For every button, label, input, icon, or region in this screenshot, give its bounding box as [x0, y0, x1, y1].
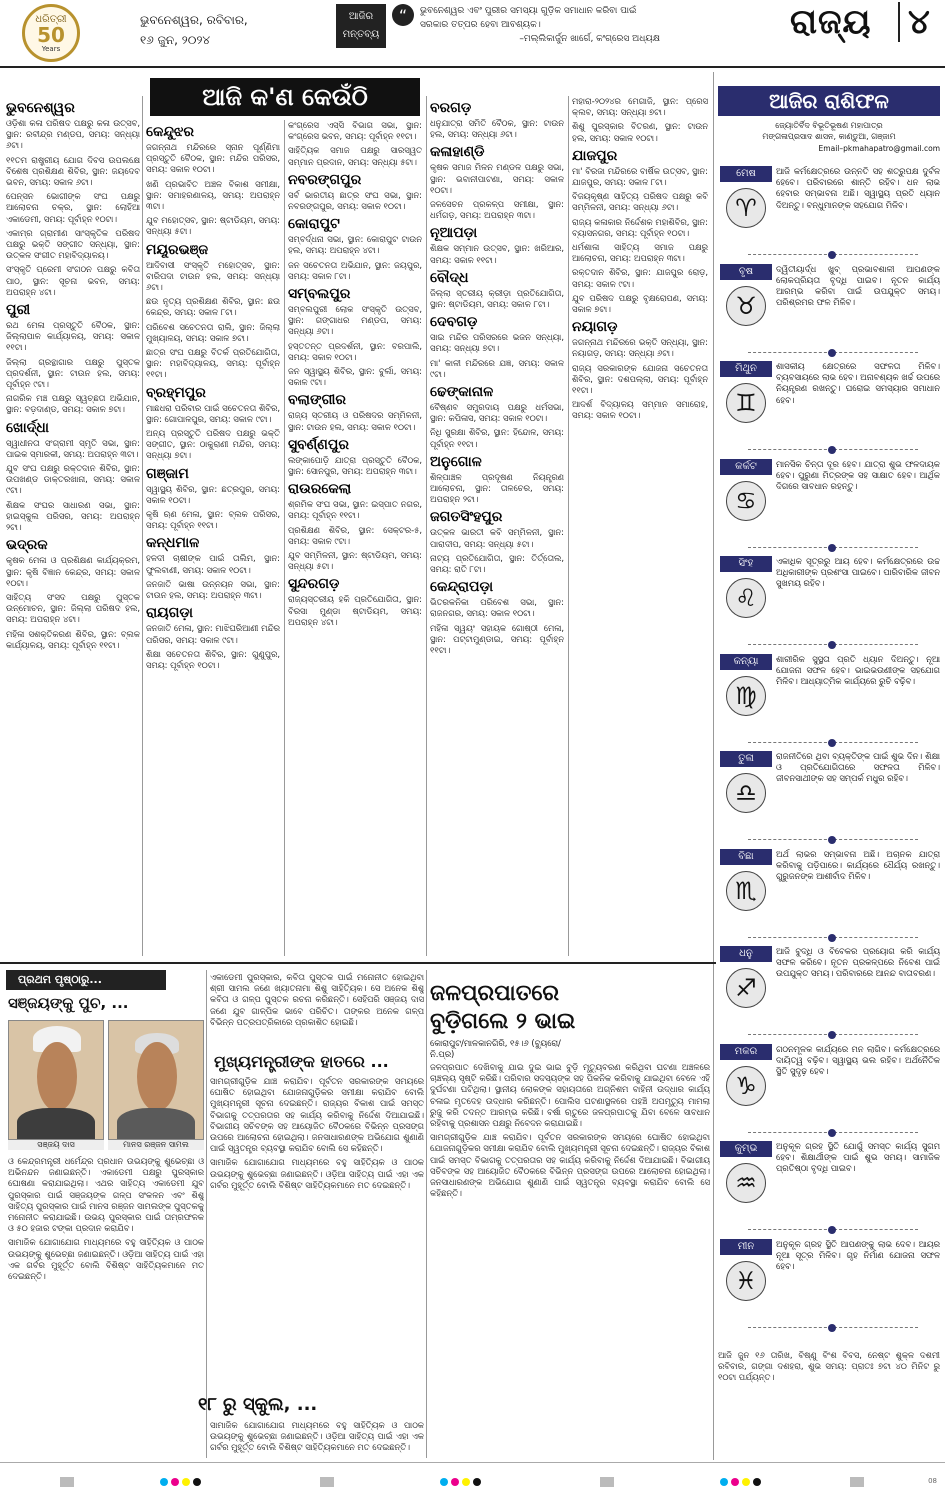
color-registration-mark	[720, 1477, 770, 1487]
quote-author: –ମଲ୍ଲିକାର୍ଜୁନ ଖାର୍ଗେ, କଂଗ୍ରେସ ଅଧ୍ୟକ୍ଷ	[519, 34, 660, 44]
event-item: ଆଦର୍ଶ ବିଦ୍ୟାଳୟ ସମ୍ମାନ ସମାରୋହ, ସମୟ: ସକାଳ ୧୦ଟା।	[572, 399, 708, 421]
zodiac-name: ତୁଳା	[720, 751, 772, 767]
column-divider	[426, 96, 427, 956]
front-body-2: ଏକାଡେମୀ ପୁରସ୍କାର, କବିତା ପୁସ୍ତକ ପାଇଁ ମନୋନୀତ ହୋଇଥିବା ଶ୍ରୀ ସାମଲ ଜଣେ ଖ୍ୟାତନାମା ଶିଶୁ ସାହିତ୍ୟିକ। ସେ ଅନେକ ଶିଶୁ କବିତା ଓ ଗଳ୍ପ ପୁସ୍ତକ ରଚନା କରିଛନ୍ତି। ସେହିପରି ସଞ୍ଜୟ ଦାସ ଜଣେ ଯୁବ ଗାଳ୍ପିକ ଭାବେ ପରିଚିତ। ତାଙ୍କର ଅନେକ ଗଳ୍ପ ବିଭିନ୍ନ ପତ୍ରପତ୍ରିକାରେ ପ୍ରକାଶିତ ହୋଇଛି।	[210, 972, 424, 1027]
event-item: ପରିବେଶ ସଚେତନତା ରାଲି, ସ୍ଥାନ: ଜିଲ୍ଲା ମୁଖ୍ୟାଳୟ, ସମୟ: ସକାଳ ୭ଟା।	[146, 321, 280, 343]
event-item: କୃଷି ଋଣ ମେଳା, ସ୍ଥାନ: ବ୍ଲକ ପରିସର, ସମୟ: ପୂର୍ବାହ୍ନ ୧୧ଟା।	[146, 509, 280, 531]
events-column-3	[288, 120, 422, 956]
zodiac-forecast: ଆଜି କର୍ମକ୍ଷେତ୍ରରେ ଉନ୍ନତି ସହ ଶତ୍ରୁପକ୍ଷ ଦୁର୍ବଳ ହେବେ। ପରିବାରରେ ଶାନ୍ତି ରହିବ। ଧନ ଲାଭ ହେବାର ସମ୍ଭାବନା ଅଛି। ସ୍ୱାସ୍ଥ୍ୟ ପ୍ରତି ଧ୍ୟାନ ଦିଅନ୍ତୁ। ବନ୍ଧୁମାନଙ୍କ ସହଯୋଗ ମିଳିବ।	[776, 166, 940, 210]
event-item: ଜିଲ୍ଲା ସ୍ତରୀୟ କ୍ରୀଡ଼ା ପ୍ରତିଯୋଗିତା, ସ୍ଥାନ: ଷ୍ଟାଡିୟମ, ସମୟ: ସକାଳ ୮ଟା।	[430, 287, 564, 310]
zodiac-name: ସିଂହ	[720, 556, 772, 572]
color-registration-mark	[160, 1477, 210, 1487]
city-heading: ଢେଙ୍କାନାଳ	[430, 384, 494, 401]
column-divider	[568, 96, 569, 956]
zodiac-name: ବୃଷ	[720, 264, 772, 280]
today-events-banner: ଆଜି କ'ଣ କେଉଁଠି	[150, 78, 420, 116]
color-registration-mark	[440, 1477, 490, 1487]
event-item: ଯୁବ ସମ୍ମିଳନୀ, ସ୍ଥାନ: ଷ୍ଟାଡିୟମ, ସମୟ: ସନ୍ଧ୍ୟା ୫ଟା।	[288, 550, 422, 572]
zodiac-name: ଧନୁ	[720, 946, 772, 962]
quote-tag-line2: ମନ୍ତବ୍ୟ	[342, 29, 380, 40]
event-item: ପ୍ରଶିକ୍ଷଣ ଶିବିର, ସ୍ଥାନ: ସେକ୍ଟର-୫, ସମୟ: ସକାଳ ୯ଟା।	[288, 524, 422, 546]
front-body-3: ସାମାଜିକ ଯୋଗାଯୋଗ ମାଧ୍ୟମରେ ବହୁ ସାହିତ୍ୟିକ ଓ ପାଠକ ଉଭୟଙ୍କୁ ଶୁଭେଚ୍ଛା ଜଣାଇଛନ୍ତି। ଓଡ଼ିଆ ସାହିତ୍ୟ ପାଇଁ ଏହା ଏକ ଗର୍ବର ମୁହୂର୍ତ୍ତ ବୋଲି ବିଶିଷ୍ଟ ସାହିତ୍ୟିକମାନେ ମତ ଦେଇଛନ୍ତି।	[8, 1237, 204, 1282]
event-item: ମା' କାଳୀ ମନ୍ଦିରରେ ଯଜ୍ଞ, ସମୟ: ସକାଳ ୯ଟା।	[430, 357, 564, 379]
zodiac-forecast: ଆଜି ବୁଦ୍ଧି ଓ ବିବେକର ପ୍ରୟୋଗ କରି କାର୍ଯ୍ୟ ସଫଳ କରିବେ। ନୂତନ ପ୍ରକଳ୍ପରେ ନିବେଶ ପାଇଁ ଉପଯୁକ୍ତ ସମୟ। ପରିବାରରେ ଆନନ୍ଦ ବାତାବରଣ।	[776, 946, 940, 979]
event-item: ଲଙ୍କାପୋଡ଼ି ଯାତ୍ରା ପ୍ରସ୍ତୁତି ବୈଠକ, ସ୍ଥାନ: ସୋନପୁର, ସମୟ: ଅପରାହ୍ନ ୩ଟା।	[288, 454, 422, 477]
events-column-4	[430, 96, 564, 956]
event-item: ଶିକ୍ଷକ ସମ୍ମାନ ଉତ୍ସବ, ସ୍ଥାନ: ଖରିଆର, ସମୟ: ସକାଳ ୧୧ଟା।	[430, 243, 564, 265]
zodiac-divider	[748, 644, 918, 645]
event-item: ଧର୍ମଶାଳା ସାହିତ୍ୟ ସମାଜ ପକ୍ଷରୁ ଆଲୋଚନା, ସମୟ: ଅପରାହ୍ନ ୩ଟା।	[572, 242, 708, 264]
zodiac-forecast: ଶାରୀରିକ ସୁସ୍ଥତା ପ୍ରତି ଧ୍ୟାନ ଦିଅନ୍ତୁ। ନୂଆ ଯୋଜନା ସଫଳ ହେବ। ଭାଇଭଉଣୀଙ୍କ ସହଯୋଗ ମିଳିବ। ଆଧ୍ୟାତ୍ମିକ କାର୍ଯ୍ୟରେ ରୁଚି ବଢ଼ିବ।	[776, 653, 940, 686]
event-item: ସାହିତ୍ୟିକ ସମାଜ ପକ୍ଷରୁ ସାରସ୍ୱତ ସମ୍ମାନ ପ୍ରଦାନ, ସମୟ: ସନ୍ଧ୍ୟା ୫ଟା।	[288, 145, 422, 167]
event-item: ଜନଜାତି ଭାଷା ଉନ୍ନୟନ ସଭା, ସ୍ଥାନ: ଟାଉନ ହଲ, ସମୟ: ଅପରାହ୍ନ ୩ଟା।	[146, 578, 280, 601]
column-divider	[713, 72, 714, 1460]
zodiac-name: ବିଛା	[720, 849, 772, 865]
event-item: କୃଷକ ସମାଜ ମିଳନ ମଣ୍ଡଳ ପକ୍ଷରୁ ସଭା, ସ୍ଥାନ: ଭବାନୀପାଟଣା, ସମୟ: ସକାଳ ୧୦ଟା।	[430, 162, 564, 195]
page-number: ୪	[898, 2, 930, 42]
event-item: ହସ୍ତତନ୍ତ ପ୍ରଦର୍ଶନୀ, ସ୍ଥାନ: ବରପାଲି, ସମୟ: ସକାଳ ୧୦ଟା।	[288, 340, 422, 362]
column-divider	[206, 970, 207, 1458]
front-page-tag: ପ୍ରଥମ ପୃଷ୍ଠାରୁ...	[6, 970, 166, 990]
event-item: ସର୍ବ ଭାରତୀୟ ଛାତ୍ର ସଂଘ ସଭା, ସ୍ଥାନ: ନବରଙ୍ଗପୁର, ସମୟ: ସକାଳ ୧୦ଟା।	[288, 189, 422, 212]
event-item: ନାଟ୍ୟ ପ୍ରତିଯୋଗିତା, ସ୍ଥାନ: ତିର୍ତ୍ତୋଲ, ସମୟ: ରାତି ୮ଟା।	[430, 552, 564, 575]
event-item: ଶିକ୍ଷକ ସଂଘର ସାଧାରଣ ସଭା, ସ୍ଥାନ: ହାଇସ୍କୁଲ ପରିସର, ସମୟ: ଅପରାହ୍ନ ୨ଟା।	[6, 499, 140, 533]
zodiac-forecast: ଅନୁକୂଳ ଗ୍ରହ ସ୍ଥିତି ଆପଣଙ୍କୁ ଲାଭ ଦେବ। ଆୟର ନୂଆ ସୂତ୍ର ମିଳିବ। ଗୃହ ନିର୍ମାଣ ଯୋଜନା ସଫଳ ହେବ।	[776, 1238, 940, 1271]
masthead	[0, 0, 945, 68]
print-mark	[850, 1477, 864, 1487]
event-item: ୧୧ତମ ରାଷ୍ଟ୍ରୀୟ ଯୋଗ ଦିବସ ଉପଲକ୍ଷେ ବିଶେଷ ପ୍ରଶିକ୍ଷଣ ଶିବିର, ସ୍ଥାନ: ଜୟଦେବ ଭବନ, ସମୟ: ସକାଳ ୬ଟା।	[6, 154, 140, 188]
zodiac-divider	[748, 547, 918, 548]
event-item: ଯୁବ ମହୋତ୍ସବ, ସ୍ଥାନ: ଷ୍ଟାଡିୟମ, ସମୟ: ସନ୍ଧ୍ୟା ୫ଟା।	[146, 215, 280, 237]
event-item: ଖଣି ପ୍ରଭାବିତ ଅଞ୍ଚଳ ବିକାଶ ସମୀକ୍ଷା, ସ୍ଥାନ: ସମାହରଣାଳୟ, ସମୟ: ଅପରାହ୍ନ ୩ଟା।	[146, 178, 280, 212]
front-page-body-2	[210, 972, 424, 1050]
city-heading: ଖୋର୍ଦ୍ଧା	[6, 419, 49, 436]
event-item: ଓଡ଼ିଶା କଳା ପରିଷଦ ପକ୍ଷରୁ କଳା ଉତ୍ସବ, ସ୍ଥାନ: ରବୀନ୍ଦ୍ର ମଣ୍ଡପ, ସମୟ: ସନ୍ଧ୍ୟା ୬ଟା।	[6, 118, 140, 151]
front-page-body-1	[8, 1156, 204, 1458]
zodiac-symbol-icon: ♉	[726, 286, 766, 326]
caption-right: ମାନସ ରଞ୍ଜନ ସାମଲ	[108, 1140, 204, 1150]
zodiac-symbol-icon: ♈	[726, 188, 766, 228]
zodiac-name: କର୍କଟ	[720, 459, 772, 475]
city-heading: ନବରଙ୍ଗପୁର	[288, 171, 362, 188]
column-divider	[284, 120, 285, 956]
zodiac-divider	[748, 449, 918, 450]
photo-sanjay	[8, 1020, 104, 1140]
city-heading: ଜଗତସିଂହପୁର	[430, 509, 503, 526]
city-heading: ସୁବର୍ଣ୍ଣପୁର	[288, 436, 349, 453]
column-divider	[142, 96, 143, 956]
city-heading: ଭଦ୍ରକ	[6, 537, 48, 554]
event-item: ସାଇ ମନ୍ଦିର ପରିସରରେ ଭଜନ ସନ୍ଧ୍ୟା, ସମୟ: ସନ୍ଧ୍ୟା ୭ଟା।	[430, 332, 564, 354]
folio-number: 08	[928, 1477, 937, 1485]
event-item: ଶ୍ରମିକ ସଂଘ ସଭା, ସ୍ଥାନ: ଇସ୍ପାତ ନଗର, ସମୟ: ପୂର୍ବାହ୍ନ ୧୧ଟା।	[288, 499, 422, 521]
event-item: ଯୁବ ପରିଷଦ ପକ୍ଷରୁ ବୃକ୍ଷରୋପଣ, ସମୟ: ସକାଳ ୭ଟା।	[572, 292, 708, 315]
event-item: କଂଗ୍ରେସ ଏସ୍‌ସି ବିଭାଗ ସଭା, ସ୍ଥାନ: କଂଗ୍ରେସ ଭବନ, ସମୟ: ପୂର୍ବାହ୍ନ ୧୧ଟା।	[288, 120, 422, 142]
event-item: ସମ୍ବର୍ଦ୍ଧନା ସଭା, ସ୍ଥାନ: କୋରାପୁଟ ଟାଉନ ହଲ, ସମୟ: ଅପରାହ୍ନ ୪ଟା।	[288, 234, 422, 256]
event-item: ନାଗରିକ ମଞ୍ଚ ପକ୍ଷରୁ ସ୍ୱଚ୍ଛତା ଅଭିଯାନ, ସ୍ଥାନ: ବଡ଼ଦାଣ୍ଡ, ସମୟ: ସକାଳ ୭ଟା।	[6, 393, 140, 415]
event-item: ଜନ ସ୍ୱାସ୍ଥ୍ୟ ଶିବିର, ସ୍ଥାନ: ବୁର୍ଲା, ସମୟ: ସକାଳ ୯ଟା।	[288, 366, 422, 388]
event-item: ପେନ୍‌ସନ ଭୋଗୀଙ୍କ ସଂଘ ପକ୍ଷରୁ ଆଲୋଚନା ଚକ୍ର, ସ୍ଥାନ: ଲୋହିଆ ଏକାଡେମୀ, ସମୟ: ପୂର୍ବାହ୍ନ ୧୦ଟା।	[6, 191, 140, 224]
event-item: ଜିଲ୍ଲା ଗ୍ରନ୍ଥାଗାର ପକ୍ଷରୁ ପୁସ୍ତକ ପ୍ରଦର୍ଶନୀ, ସ୍ଥାନ: ଟାଉନ ହଲ, ସମୟ: ପୂର୍ବାହ୍ନ ୯ଟା।	[6, 356, 140, 390]
photo-manas	[108, 1020, 204, 1140]
front-body-1: ଓ କେନ୍ଦ୍ରମନ୍ତ୍ରୀ ଧର୍ମେନ୍ଦ୍ର ପ୍ରଧାନ ଉଭୟଙ୍କୁ ଶୁଭେଚ୍ଛା ଓ ଅଭିନନ୍ଦନ ଜଣାଇଛନ୍ତି। ଏକାଡେମୀ ପକ୍ଷରୁ ପୁରସ୍କାର ଘୋଷଣା କରାଯାଇଥିଲା। ଏଥର ସାହିତ୍ୟ ଏକାଡେମୀ ଯୁବ ପୁରସ୍କାର ପାଇଁ ସଞ୍ଜୟଙ୍କ ଗଳ୍ପ ସଂକଳନ ଏବଂ ଶିଶୁ ସାହିତ୍ୟ ପୁରସ୍କାର ପାଇଁ ମାନସ ରଞ୍ଜନ ସାମଲଙ୍କ ପୁସ୍ତକକୁ ମନୋନୀତ କରାଯାଇଛି। ଉଭୟ ପୁରସ୍କାର ପାଇଁ ତାମ୍ରଫଳକ ଓ ୫୦ ହଜାର ଟଙ୍କା ପ୍ରଦାନ କରାଯିବ।	[8, 1156, 204, 1234]
event-item: ଉତ୍କଳ ଭାରତୀ କବି ସମ୍ମିଳନୀ, ସ୍ଥାନ: ପାରାଦୀପ, ସମୟ: ସନ୍ଧ୍ୟା ୫ଟା।	[430, 527, 564, 549]
zodiac-forecast: ଦ୍ୱିତୀୟାର୍ଦ୍ଧ ଖୁବ୍ ପ୍ରଭାବଶାଳୀ ଆପଣଙ୍କ ଲୋକପ୍ରିୟତା ବୃଦ୍ଧି ପାଇବ। ନୂତନ କାର୍ଯ୍ୟ ଆରମ୍ଭ କରିବା ପାଇଁ ଉପଯୁକ୍ତ ସମୟ। ପରିଶ୍ରମର ଫଳ ମିଳିବ।	[776, 263, 940, 308]
zodiac-name: ମେଷ	[720, 166, 772, 182]
quote-mark-icon: “	[392, 4, 414, 26]
city-heading: ବଲାଙ୍ଗୀର	[288, 392, 346, 409]
waterfall-text-cont: ସାମଗ୍ରୀଗୁଡ଼ିକ ଯାଞ୍ଚ କରାଯିବ। ପୂର୍ବତନ ସରକାରଙ୍କ ସମୟରେ ଘୋଷିତ ହୋଇଥିବା ଯୋଜନାଗୁଡ଼ିକର ସମୀକ୍ଷା କରାଯିବ ବୋଲି ମୁଖ୍ୟମନ୍ତ୍ରୀ ସୂଚନା ଦେଇଛନ୍ତି। ରାଜ୍ୟର ବିକାଶ ପାଇଁ ସମସ୍ତ ବିଭାଗକୁ ତତ୍ପରତାର ସହ କାର୍ଯ୍ୟ କରିବାକୁ ନିର୍ଦ୍ଦେଶ ଦିଆଯାଇଛି। ବିଭାଗୀୟ ସଚିବଙ୍କ ସହ ଆୟୋଜିତ ବୈଠକରେ ବିଭିନ୍ନ ପ୍ରସଙ୍ଗ ଉପରେ ଆଲୋଚନା ହୋଇଥିଲା। ଜନସାଧାରଣଙ୍କ ଅଭିଯୋଗ ଶୁଣାଣି ପାଇଁ ସ୍ୱତନ୍ତ୍ର ବ୍ୟବସ୍ଥା କରାଯିବ ବୋଲି ସେ କହିଛନ୍ତି।	[430, 1132, 710, 1199]
panji-text: ଆଜି ଜୁନ ୧୬ ତାରିଖ, ବିଷ୍ଣୁ ବିଂଶ ବିବସ, ନେଷ୍ଟ ଶୁକ୍ଳ ଦଶମୀ ରବିବାର, ଗଙ୍ଗା ଦଶହରା, ଶୁଭ ସମୟ: ପ୍ରାତଃ ୭ଟା ୪୦ ମିନିଟ ରୁ ୧୦ଟା ପର୍ଯ୍ୟନ୍ତ।	[718, 1350, 940, 1383]
event-item: ଆଦିବାସୀ ସଂସ୍କୃତି ମହୋତ୍ସବ, ସ୍ଥାନ: ବାରିପଦା ଟାଉନ ହଲ, ସମୟ: ସନ୍ଧ୍ୟା ୬ଟା।	[146, 259, 280, 293]
event-item: ରକ୍ତଦାନ ଶିବିର, ସ୍ଥାନ: ଯାଜପୁର ରୋଡ଼, ସମୟ: ସକାଳ ୯ଟା।	[572, 267, 708, 289]
events-column-1	[6, 96, 140, 956]
front-page-headline: ସଞ୍ଜୟଙ୍କୁ ପୁଚ, ...	[8, 994, 129, 1012]
city-heading: କେନ୍ଦୁଝର	[146, 124, 195, 140]
event-item: ରାଜ୍ୟସ୍ତରୀୟ ହକି ପ୍ରତିଯୋଗିତା, ସ୍ଥାନ: ବିରସା ମୁଣ୍ଡା ଷ୍ଟାଡିୟମ, ସମୟ: ଅପରାହ୍ନ ୪ଟା।	[288, 594, 422, 627]
zodiac-symbol-icon: ♑	[726, 1066, 766, 1106]
zodiac-symbol-icon: ♓	[726, 1261, 766, 1301]
zodiac-divider	[748, 937, 918, 938]
city-heading: ବ୍ରହ୍ମପୁର	[146, 384, 206, 401]
event-item: ସ୍ୱାଧୀନତା ସଂଗ୍ରାମୀ ସ୍ମୃତି ସଭା, ସ୍ଥାନ: ପାଇକ ସ୍ମାରକୀ, ସମୟ: ଅପରାହ୍ନ ୩ଟା।	[6, 437, 140, 459]
zodiac-symbol-icon: ♌	[726, 578, 766, 618]
city-heading: ପୁରୀ	[6, 302, 31, 319]
astrologer-address: ମଙ୍ଗଳାପ୍ରସାଦ ଶାସନ, କାଣ୍ଡୁଆ, ଗଞ୍ଜାମ	[762, 132, 896, 141]
event-item: ଜନ ସଚେତନତା ଅଭିଯାନ, ସ୍ଥାନ: ଜୟପୁର, ସମୟ: ସକାଳ ୮ଟା।	[288, 259, 422, 281]
school-subheadline: ୧୮ ରୁ ସ୍କୁଲ, ...	[198, 1394, 318, 1415]
zodiac-divider	[748, 742, 918, 743]
waterfall-headline: ଜଳପ୍ରପାତରେ ବୁଡ଼ିଗଲେ ୨ ଭାଇ	[430, 981, 576, 1034]
event-item: ମହାରା-୨୦୨୪ର ମେଗାଜି, ସ୍ଥାନ: ପ୍ରେସ କ୍ଲବ, ସମୟ: ସନ୍ଧ୍ୟା ୭ଟା।	[572, 96, 708, 118]
zodiac-divider	[748, 1229, 918, 1230]
zodiac-forecast: ଅର୍ଥ ଲାଭର ସମ୍ଭାବନା ଅଛି। ଅଚାନକ ଯାତ୍ରା କରିବାକୁ ପଡ଼ିପାରେ। କାର୍ଯ୍ୟରେ ଧୈର୍ଯ୍ୟ ରଖନ୍ତୁ। ଗୁରୁଜନଙ୍କ ଆଶୀର୍ବାଦ ମିଳିବ।	[776, 848, 940, 881]
print-mark	[320, 1477, 334, 1487]
city-heading: ସମ୍ବଲପୁର	[288, 286, 351, 303]
column-divider	[426, 970, 427, 1458]
event-item: ବୈଷ୍ଣବ ସମ୍ପ୍ରଦାୟ ପକ୍ଷରୁ ଧର୍ମସଭା, ସ୍ଥାନ: କପିଳାସ, ସମୟ: ସକାଳ ୧୦ଟା।	[430, 402, 564, 424]
zodiac-symbol-icon: ♒	[726, 1163, 766, 1203]
quote-block	[420, 4, 660, 46]
zodiac-symbol-icon: ♐	[726, 968, 766, 1008]
astrologer-name: ଜ୍ୟୋତିର୍ବିଦ ବିଭୂତିଭୂଷଣ ମହାପାତ୍ର	[775, 121, 883, 130]
event-item: ଶିକ୍ଷା ସଚେତନତା ଶିବିର, ସ୍ଥାନ: ଗୁଣୁପୁର, ସମୟ: ପୂର୍ବାହ୍ନ ୧୦ଟା।	[146, 648, 280, 670]
rashifal-panel	[718, 80, 940, 1295]
event-item: ବିଜୟକୃଷ୍ଣ ସାହିତ୍ୟ ପରିଷଦ ପକ୍ଷରୁ କବି ସମ୍ମିଳନୀ, ସମୟ: ସନ୍ଧ୍ୟା ୬ଟା।	[572, 191, 708, 213]
event-item: ଅନ୍ୟ ପ୍ରସ୍ତୁତି ପରିଷଦ ପକ୍ଷରୁ ଭକ୍ତି ସଙ୍ଗୀତ, ସ୍ଥାନ: ଠାକୁରାଣୀ ମନ୍ଦିର, ସମୟ: ସନ୍ଧ୍ୟା ୭ଟା।	[146, 428, 280, 461]
zodiac-divider	[748, 254, 918, 255]
print-mark	[60, 1477, 74, 1487]
dateline-place-day: ଭୁବନେଶ୍ୱର, ରବିବାର,	[140, 13, 248, 27]
event-item: କୃଷକ ମେଳା ଓ ପ୍ରଶିକ୍ଷଣ କାର୍ଯ୍ୟକ୍ରମ, ସ୍ଥାନ: କୃଷି ବିଜ୍ଞାନ କେନ୍ଦ୍ର, ସମୟ: ସକାଳ ୧୦ଟା।	[6, 555, 140, 588]
zodiac-name: କୁମ୍ଭ	[720, 1141, 772, 1157]
zodiac-symbol-icon: ♋	[726, 481, 766, 521]
zodiac-symbol-icon: ♍	[726, 676, 766, 716]
cm-story-text-repeat: ସାମାଜିକ ଯୋଗାଯୋଗ ମାଧ୍ୟମରେ ବହୁ ସାହିତ୍ୟିକ ଓ ପାଠକ ଉଭୟଙ୍କୁ ଶୁଭେଚ୍ଛା ଜଣାଇଛନ୍ତି। ଓଡ଼ିଆ ସାହିତ୍ୟ ପାଇଁ ଏହା ଏକ ଗର୍ବର ମୁହୂର୍ତ୍ତ ବୋଲି ବିଶିଷ୍ଟ ସାହିତ୍ୟିକମାନେ ମତ ଦେଇଛନ୍ତି।	[210, 1157, 424, 1190]
events-column-2	[146, 120, 280, 956]
cm-story-text: ସାମଗ୍ରୀଗୁଡ଼ିକ ଯାଞ୍ଚ କରାଯିବ। ପୂର୍ବତନ ସରକାରଙ୍କ ସମୟରେ ଘୋଷିତ ହୋଇଥିବା ଯୋଜନାଗୁଡ଼ିକର ସମୀକ୍ଷା କରାଯିବ ବୋଲି ମୁଖ୍ୟମନ୍ତ୍ରୀ ସୂଚନା ଦେଇଛନ୍ତି। ରାଜ୍ୟର ବିକାଶ ପାଇଁ ସମସ୍ତ ବିଭାଗକୁ ତତ୍ପରତାର ସହ କାର୍ଯ୍ୟ କରିବାକୁ ନିର୍ଦ୍ଦେଶ ଦିଆଯାଇଛି। ବିଭାଗୀୟ ସଚିବଙ୍କ ସହ ଆୟୋଜିତ ବୈଠକରେ ବିଭିନ୍ନ ପ୍ରସଙ୍ଗ ଉପରେ ଆଲୋଚନା ହୋଇଥିଲା। ଜନସାଧାରଣଙ୍କ ଅଭିଯୋଗ ଶୁଣାଣି ପାଇଁ ସ୍ୱତନ୍ତ୍ର ବ୍ୟବସ୍ଥା କରାଯିବ ବୋଲି ସେ କହିଛନ୍ତି।	[210, 1076, 424, 1154]
city-heading: ରାଉରକେଲା	[288, 481, 352, 498]
logo-years: Years	[41, 44, 61, 53]
event-item: ଶିଶୁ ପୁରସ୍କାର ବିତରଣ, ସ୍ଥାନ: ଟାଉନ ହଲ, ସମୟ: ସକାଳ ୧୦ଟା।	[572, 121, 708, 143]
zodiac-name: ମକର	[720, 1044, 772, 1060]
event-item: ଜନଜାତି ମେଳା, ସ୍ଥାନ: ମାଝିଘରିଆଣୀ ମନ୍ଦିର ପରିସର, ସମୟ: ସକାଳ ୯ଟା।	[146, 623, 280, 645]
event-item: ଛାତ୍ର ସଂଘ ପକ୍ଷରୁ ବିତର୍କ ପ୍ରତିଯୋଗିତା, ସ୍ଥାନ: ମହାବିଦ୍ୟାଳୟ, ସମୟ: ପୂର୍ବାହ୍ନ ୧୧ଟା।	[146, 347, 280, 380]
event-item: ସମ୍ବଲପୁରୀ ଲୋକ ସଂସ୍କୃତି ଉତ୍ସବ, ସ୍ଥାନ: ଗଙ୍ଗାଧର ମଣ୍ଡପ, ସମୟ: ସନ୍ଧ୍ୟା ୬ଟା।	[288, 304, 422, 337]
waterfall-dateline: କୋରାପୁଟ/ମାଳକାନଗିରି, ୧୫।୬ (ବ୍ୟୁରୋ/ନି.ପ୍ର)	[430, 1038, 561, 1059]
newspaper-logo	[22, 4, 112, 62]
city-heading: ଅନୁଗୋଳ	[430, 453, 482, 470]
event-item: ଛଉ ନୃତ୍ୟ ପ୍ରଶିକ୍ଷଣ ଶିବିର, ସ୍ଥାନ: ଛଉ କେନ୍ଦ୍ର, ସମୟ: ସକାଳ ୮ଟା।	[146, 296, 280, 318]
event-item: ଭିତରକନିକା ପରିବେଶ ସଭା, ସ୍ଥାନ: ରାଜନଗର, ସମୟ: ସକାଳ ୧୦ଟା।	[430, 597, 564, 619]
section-title: ରାଜ୍ୟ	[790, 2, 872, 42]
event-item: ସ୍ୱାସ୍ଥ୍ୟ ଶିବିର, ସ୍ଥାନ: ଛତ୍ରପୁର, ସମୟ: ସକାଳ ୧୦ଟା।	[146, 483, 280, 505]
zodiac-forecast: ମାନସିକ ଚିନ୍ତା ଦୂର ହେବ। ଯାତ୍ରା ଶୁଭ ଫଳଦାୟକ ହେବ। ପୁରୁଣା ମିତ୍ରଙ୍କ ସହ ସାକ୍ଷାତ ହେବ। ଆର୍ଥିକ ଦିଗରେ ସାବଧାନ ରହନ୍ତୁ।	[776, 458, 940, 491]
city-heading: ଗଞ୍ଜାମ	[146, 465, 189, 482]
zodiac-symbol-icon: ♎	[726, 773, 766, 813]
zodiac-name: ମୀନ	[720, 1239, 772, 1255]
zodiac-forecast: ଅନୁକୂଳ ଗ୍ରହ ସ୍ଥିତି ଯୋଗୁଁ ସମସ୍ତ କାର୍ଯ୍ୟ ସୁଗମ ହେବ। ଶିକ୍ଷାର୍ଥୀଙ୍କ ପାଇଁ ଶୁଭ ସମୟ। ସାମାଜିକ ପ୍ରତିଷ୍ଠା ବୃଦ୍ଧି ପାଇବ।	[776, 1141, 940, 1174]
city-heading: କୋରାପୁଟ	[288, 216, 340, 233]
zodiac-name: କନ୍ୟା	[720, 654, 772, 670]
event-item: ଜଗନ୍ନାଥ ମନ୍ଦିରରେ ସ୍ନାନ ପୂର୍ଣ୍ଣିମା ପ୍ରସ୍ତୁତି ବୈଠକ, ସ୍ଥାନ: ମନ୍ଦିର ପରିସର, ସମୟ: ସକାଳ ୧୦ଟା।	[146, 142, 280, 175]
school-body-text: ସାମାଜିକ ଯୋଗାଯୋଗ ମାଧ୍ୟମରେ ବହୁ ସାହିତ୍ୟିକ ଓ ପାଠକ ଉଭୟଙ୍କୁ ଶୁଭେଚ୍ଛା ଜଣାଇଛନ୍ତି। ଓଡ଼ିଆ ସାହିତ୍ୟ ପାଇଁ ଏହା ଏକ ଗର୍ବର ମୁହୂର୍ତ୍ତ ବୋଲି ବିଶିଷ୍ଟ ସାହିତ୍ୟିକମାନେ ମତ ଦେଇଛନ୍ତି।	[210, 1420, 424, 1453]
page-footer	[0, 1462, 945, 1497]
event-item: ସାହିତ୍ୟ ସଂସଦ ପକ୍ଷରୁ ପୁସ୍ତକ ଉନ୍ମୋଚନ, ସ୍ଥାନ: ଜିଲ୍ଲା ପରିଷଦ ହଲ, ସମୟ: ଅପରାହ୍ନ ୪ଟା।	[6, 591, 140, 625]
city-heading: କେନ୍ଦ୍ରାପଡ଼ା	[430, 579, 494, 596]
zodiac-divider	[748, 839, 918, 840]
city-heading: ନୂଆପଡ଼ା	[430, 225, 478, 242]
zodiac-divider	[748, 352, 918, 353]
waterfall-body	[430, 1062, 710, 1458]
dateline-date: ୧୬ ଜୁନ, ୨୦୨୪	[140, 33, 211, 47]
event-item: ମହିଳା ସଶକ୍ତିକରଣ ଶିବିର, ସ୍ଥାନ: ବ୍ଲକ କାର୍ଯ୍ୟାଳୟ, ସମୟ: ପୂର୍ବାହ୍ନ ୧୧ଟା।	[6, 628, 140, 650]
logo-fifty: 50	[37, 22, 65, 47]
event-item: ଧନୁଯାତ୍ରା ସମିତି ବୈଠକ, ସ୍ଥାନ: ଟାଉନ ହଲ, ସମୟ: ସନ୍ଧ୍ୟା ୬ଟା।	[430, 118, 564, 140]
event-item: ଜଳସେଚନ ପ୍ରକଳ୍ପ ସମୀକ୍ଷା, ସ୍ଥାନ: ଧର୍ମଗଡ଼, ସମୟ: ଅପରାହ୍ନ ୩ଟା।	[430, 199, 564, 221]
zodiac-name: ମିଥୁନ	[720, 361, 772, 377]
event-item: ମହିଳା ସ୍ୱୟଂ ସହାୟକ ଗୋଷ୍ଠୀ ମେଳା, ସ୍ଥାନ: ପଟ୍ଟାମୁଣ୍ଡାଇ, ସମୟ: ପୂର୍ବାହ୍ନ ୧୧ଟା।	[430, 622, 564, 656]
event-item: ହଳଦୀ ଚାଷୀଙ୍କ ପାଇଁ ତାଲିମ, ସ୍ଥାନ: ଫୁଲବାଣୀ, ସମୟ: ସକାଳ ୧୦ଟା।	[146, 553, 280, 575]
event-item: ମା' ବିରଜା ମନ୍ଦିରରେ ବାର୍ଷିକ ଉତ୍ସବ, ସ୍ଥାନ: ଯାଜପୁର, ସମୟ: ସକାଳ ୮ଟା।	[572, 165, 708, 188]
quote-tag-line1: ଆଜିର	[348, 11, 374, 22]
city-heading: ନୟାଗଡ଼	[572, 319, 618, 336]
event-item: ସଂସ୍କୃତି ପ୍ରେମୀ ସଂଗଠନ ପକ୍ଷରୁ କବିତା ପାଠ, ସ୍ଥାନ: ସୂଚନା ଭବନ, ସମୟ: ଅପରାହ୍ନ ୪ଟା।	[6, 264, 140, 297]
event-item: ରାଜ୍ୟ ସ୍ତରୀୟ ଓ ପରିଷଦର ସମ୍ମିଳନୀ, ସ୍ଥାନ: ଟାଉନ ହଲ, ସମୟ: ସକାଳ ୧୦ଟା।	[288, 410, 422, 432]
city-heading: ଭୁବନେଶ୍ୱର	[6, 100, 75, 116]
zodiac-symbol-icon: ♏	[726, 871, 766, 911]
event-item: ଶିଳ୍ପାଞ୍ଚଳ ପ୍ରଦୂଷଣ ନିୟନ୍ତ୍ରଣ ଆଲୋଚନା, ସ୍ଥାନ: ତାଳଚେର, ସମୟ: ଅପରାହ୍ନ ୨ଟା।	[430, 471, 564, 505]
zodiac-divider	[748, 1327, 918, 1328]
caption-left: ସଞ୍ଜୟ ଦାସ	[8, 1140, 104, 1150]
zodiac-forecast: ଶାସକୀୟ କ୍ଷେତ୍ରରେ ସଫଳତା ମିଳିବ। ବ୍ୟବସାୟରେ ଲାଭ ହେବ। ଅନାବଶ୍ୟକ ଖର୍ଚ୍ଚ ଉପରେ ନିୟନ୍ତ୍ରଣ ରଖନ୍ତୁ। ଘରୋଇ ସମସ୍ୟାର ସମାଧାନ ହେବ।	[776, 361, 940, 405]
school-body	[210, 1420, 424, 1458]
quote-tag	[336, 4, 386, 48]
zodiac-forecast: ରାଜନୀତିରେ ଥିବା ବ୍ୟକ୍ତିଙ୍କ ପାଇଁ ଶୁଭ ଦିନ। ଶିକ୍ଷା ଓ ପ୍ରତିଯୋଗିତାରେ ସଫଳତା ମିଳିବ। ଜୀବନସାଥୀଙ୍କ ସହ ସମ୍ପର୍କ ମଧୁର ରହିବ।	[776, 751, 940, 784]
event-item: ନିଧି ସୁରକ୍ଷା ଶିବିର, ସ୍ଥାନ: ହିନ୍ଦୋଳ, ସମୟ: ପୂର୍ବାହ୍ନ ୧୧ଟା।	[430, 427, 564, 449]
cm-story-body	[210, 1076, 424, 1388]
city-heading: ଦେବଗଡ଼	[430, 314, 478, 331]
event-item: ମାଛଧରା ପରିବାର ପାଇଁ ସଚେତନତା ଶିବିର, ସ୍ଥାନ: ଗୋପାଳପୁର, ସମୟ: ସକାଳ ୯ଟା।	[146, 402, 280, 424]
city-heading: ବରଗଡ଼	[430, 100, 472, 116]
events-column-5	[572, 96, 708, 956]
zodiac-divider	[748, 1034, 918, 1035]
event-item: ଜଗନ୍ନାଥ ମନ୍ଦିରରେ ଭକ୍ତି ସନ୍ଧ୍ୟା, ସ୍ଥାନ: ନୟାଗଡ଼, ସମୟ: ସନ୍ଧ୍ୟା ୬ଟା।	[572, 337, 708, 359]
print-mark	[600, 1477, 614, 1487]
cm-story-headline: ମୁଖ୍ୟମନ୍ତ୍ରୀଙ୍କ ହାତରେ ...	[214, 1052, 389, 1071]
event-item: ଏକାମ୍ର ଗ୍ରାମୀଣ ସାଂସ୍କୃତିକ ପରିଷଦ ପକ୍ଷରୁ ଭକ୍ତି ସଙ୍ଗୀତ ସନ୍ଧ୍ୟା, ସ୍ଥାନ: ଉତ୍କଳ ସଂଗୀତ ମହାବିଦ୍ୟାଳୟ।	[6, 227, 140, 261]
quote-text: ଭୁବନେଶ୍ୱର ଏବଂ ପୁରୀର ସମସ୍ୟା ଗୁଡ଼ିକ ସମାଧାନ କରିବା ପାଇଁ ସରକାର ତତ୍ପର ହେବା ଆବଶ୍ୟକ।	[420, 6, 637, 30]
city-heading: ମୟୂରଭଞ୍ଜ	[146, 241, 209, 258]
zodiac-forecast: ଗଠନମୂଳକ କାର୍ଯ୍ୟରେ ମନ ଲାଗିବ। କର୍ମକ୍ଷେତ୍ରରେ ଦାୟିତ୍ୱ ବଢ଼ିବ। ସ୍ୱାସ୍ଥ୍ୟ ଭଲ ରହିବ। ଅର୍ଥନୈତିକ ସ୍ଥିତି ସୁଦୃଢ଼ ହେବ।	[776, 1043, 940, 1076]
waterfall-text: ଜଳପ୍ରପାତ ଦେଖିବାକୁ ଯାଇ ଦୁଇ ଭାଇ ବୁଡ଼ି ମୃତ୍ୟୁବରଣ କରିଥିବା ଘଟଣା ଅଞ୍ଚଳରେ ଚାଞ୍ଚଲ୍ୟ ସୃଷ୍ଟି କରିଛି। ପରିବାର ସଦସ୍ୟଙ୍କ ସହ ପିକନିକ କରିବାକୁ ଯାଇଥିବା ବେଳେ ଏହି ଦୁର୍ଘଟଣା ଘଟିଥିଲା। ସ୍ଥାନୀୟ ଲୋକଙ୍କ ସହାୟତାରେ ଅଗ୍ନିଶମ ବାହିନୀ ଉଦ୍ଧାର କାର୍ଯ୍ୟ ଚଳାଇ ମୃତଦେହ ଉଦ୍ଧାର କରିଛନ୍ତି। ପୋଲିସ ଘଟଣାସ୍ଥଳରେ ପହଞ୍ଚି ଅପମୃତ୍ୟୁ ମାମଲା ରୁଜୁ କରି ତଦନ୍ତ ଆରମ୍ଭ କରିଛି। ବର୍ଷା ଋତୁରେ ଜଳପ୍ରପାତକୁ ଯିବା ବେଳେ ସାବଧାନ ରହିବାକୁ ପ୍ରଶାସନ ପକ୍ଷରୁ ନିବେଦନ କରାଯାଇଛି।	[430, 1062, 710, 1129]
event-item: ରାଜ୍ୟ କଳାକାର ନିର୍ଦ୍ଦେଶକ ମହାଶିବିର, ସ୍ଥାନ: ବ୍ୟାସନଗର, ସମୟ: ପୂର୍ବାହ୍ନ ୧୦ଟା।	[572, 216, 708, 238]
zodiac-forecast: ଏକାଧିକ ସୂତ୍ରରୁ ଆୟ ହେବ। କର୍ମକ୍ଷେତ୍ରରେ ଉଚ୍ଚ ଅଧିକାରୀଙ୍କ ପ୍ରଶଂସା ପାଇବେ। ପାରିବାରିକ ଜୀବନ ସୁଖମୟ ରହିବ।	[776, 556, 940, 589]
section-rule	[0, 962, 716, 964]
city-heading: କନ୍ଧମାଳ	[146, 535, 200, 552]
panji-block	[718, 1350, 940, 1458]
logo-brand: ଧରିତ୍ରୀ	[35, 13, 67, 25]
zodiac-divider	[748, 1132, 918, 1133]
city-heading: ବୌଦ୍ଧ	[430, 269, 469, 286]
city-heading: ସୁନ୍ଦରଗଡ଼	[288, 576, 340, 593]
event-item: ରାଜ୍ୟ ସରକାରଙ୍କ ଯୋଜନା ସଚେତନତା ଶିବିର, ସ୍ଥାନ: ଦଶପଲ୍ଲା, ସମୟ: ପୂର୍ବାହ୍ନ ୧୧ଟା।	[572, 362, 708, 396]
astrologer-email: Email–pkmahapatro@gmail.com	[818, 144, 940, 153]
zodiac-symbol-icon: ♊	[726, 383, 766, 423]
city-heading: ରାୟଗଡ଼ା	[146, 605, 193, 622]
event-item: ଯୁବ ସଂଘ ପକ୍ଷରୁ ରକ୍ତଦାନ ଶିବିର, ସ୍ଥାନ: ଉପଖଣ୍ଡ ଡାକ୍ତରଖାନା, ସମୟ: ସକାଳ ୯ଟା।	[6, 463, 140, 496]
event-item: ରଥ ମେଳା ପ୍ରସ୍ତୁତି ବୈଠକ, ସ୍ଥାନ: ଜିଲ୍ଲାପାଳ କାର୍ଯ୍ୟାଳୟ, ସମୟ: ସକାଳ ୧୧ଟା।	[6, 320, 140, 353]
city-heading: କଳାହାଣ୍ଡି	[430, 144, 485, 161]
rashifal-title: ଆଜିର ରାଶିଫଳ	[718, 86, 940, 116]
dateline	[140, 10, 248, 50]
city-heading: ଯାଜପୁର	[572, 147, 618, 164]
